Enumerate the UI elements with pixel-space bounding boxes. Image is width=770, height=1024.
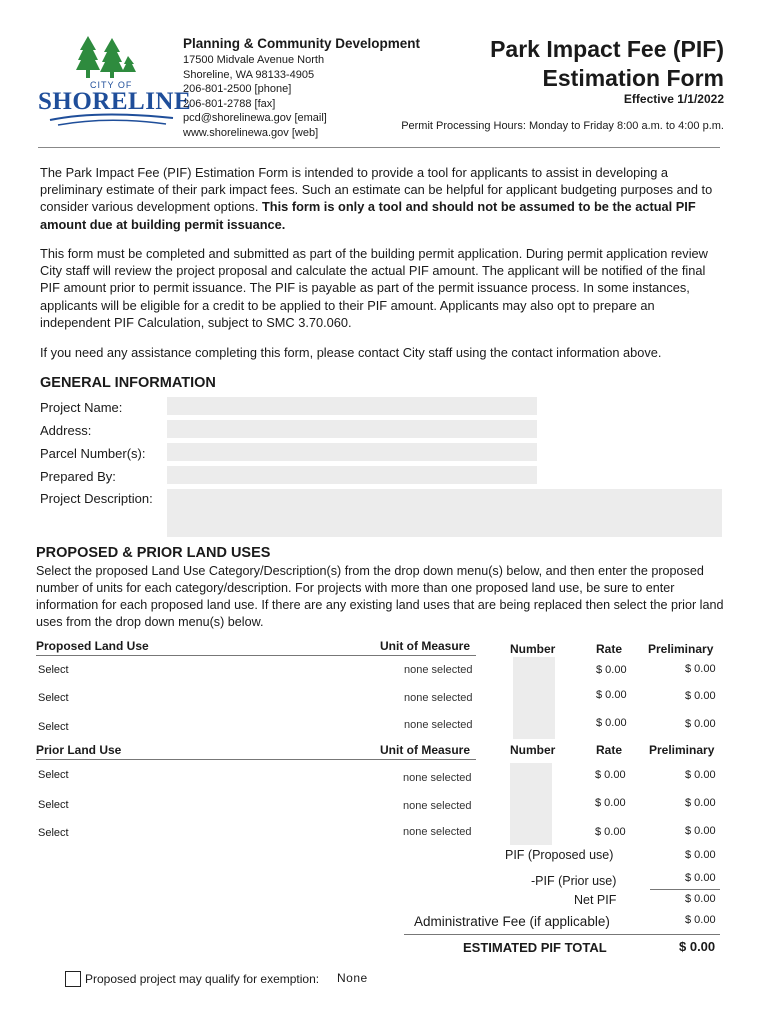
prior-unit-2: none selected: [403, 800, 472, 812]
prior-number-header: Number: [510, 743, 556, 757]
pif-proposed-label: PIF (Proposed use): [505, 848, 614, 862]
phone-line: 206-801-2500 [phone]: [183, 83, 292, 96]
proposed-unit-2: none selected: [404, 692, 473, 704]
prior-land-use-select-2[interactable]: Select: [38, 799, 69, 811]
address-line: Shoreline, WA 98133-4905: [183, 68, 315, 81]
prior-rate-1: $ 0.00: [595, 769, 626, 781]
prepared-by-label: Prepared By:: [40, 469, 116, 484]
title-line-1: Park Impact Fee (PIF): [490, 36, 724, 62]
email-line: pcd@shorelinewa.gov [email]: [183, 112, 327, 125]
prior-number-inputs[interactable]: [510, 763, 552, 845]
processing-hours: Permit Processing Hours: Monday to Friday 8:00 a.m. to 4:00 p.m.: [401, 120, 724, 132]
net-pif-value: $ 0.00: [685, 893, 716, 905]
proposed-land-use-select-2[interactable]: Select: [38, 692, 69, 704]
estimated-total-label: ESTIMATED PIF TOTAL: [463, 940, 607, 955]
proposed-land-use-select-3[interactable]: Select: [38, 721, 69, 733]
prior-prelim-2: $ 0.00: [685, 797, 716, 809]
effective-date: Effective 1/1/2022: [623, 92, 724, 106]
fax-line: 206-801-2788 [fax]: [183, 97, 276, 110]
intro-paragraph-2: This form must be completed and submitted as part of the building permit application. During permit application review City staff will review the project proposal and calculate the actual PIF amount. The applicant will be notified of the final PIF amount prior to permit issuance. The PIF is payable as part of the permit issuance process. In some instances, applicants will be eligible for a credit to be applied to their PIF amount. Applicants may also opt to prepare an independent PIF Calculation, subject to SMC 3.70.060.: [40, 246, 708, 330]
proposed-land-use-select-1[interactable]: Select: [38, 664, 69, 676]
contact-block: [183, 53, 327, 141]
exemption-label: Proposed project may qualify for exemption:: [85, 972, 320, 986]
web-line: www.shorelinewa.gov [web]: [183, 126, 319, 139]
prior-land-use-header: Prior Land Use: [36, 743, 122, 757]
proposed-prelim-2: $ 0.00: [685, 690, 716, 702]
project-name-input[interactable]: [167, 397, 537, 415]
exemption-checkbox[interactable]: [65, 971, 81, 987]
pif-proposed-value: $ 0.00: [685, 849, 716, 861]
project-description-input[interactable]: [167, 489, 722, 537]
prior-header-rule: [36, 759, 476, 760]
department-name: Planning & Community Development: [183, 36, 421, 51]
prior-rate-2: $ 0.00: [595, 797, 626, 809]
prior-unit-header: Unit of Measure: [380, 743, 471, 757]
proposed-rate-1: $ 0.00: [596, 664, 627, 676]
prior-unit-1: none selected: [403, 772, 472, 784]
proposed-number-inputs[interactable]: [513, 657, 555, 739]
prior-prelim-1: $ 0.00: [685, 769, 716, 781]
address-line: 17500 Midvale Avenue North: [183, 54, 325, 66]
header-divider: [38, 147, 720, 148]
proposed-header-rule: [36, 655, 476, 656]
proposed-prelim-1: $ 0.00: [685, 663, 716, 675]
project-description-label: Project Description:: [40, 491, 153, 506]
prior-prelim-3: $ 0.00: [685, 825, 716, 837]
proposed-land-use-header: Proposed Land Use: [36, 639, 149, 653]
intro-paragraph-1: [40, 164, 722, 233]
intro-disclaimer: This form is only a tool and should not be assumed to be the actual PIF amount due at building permit issuance.: [40, 199, 696, 232]
number-header: Number: [510, 642, 556, 656]
city-logo: [38, 30, 192, 130]
proposed-prelim-3: $ 0.00: [685, 718, 716, 730]
net-pif-label: Net PIF: [574, 893, 617, 907]
logo-shoreline: SHORELINE: [38, 88, 192, 115]
general-info-heading: GENERAL INFORMATION: [40, 375, 216, 391]
proposed-unit-3: none selected: [404, 719, 473, 731]
title-line-2: Estimation Form: [542, 65, 724, 91]
admin-fee-value: $ 0.00: [685, 914, 716, 926]
form-title: [490, 35, 724, 93]
prior-land-use-select-1[interactable]: Select: [38, 769, 69, 781]
prior-preliminary-header: Preliminary: [649, 743, 715, 757]
prepared-by-input[interactable]: [167, 466, 537, 484]
proposed-rate-3: $ 0.00: [596, 717, 627, 729]
prior-subtotal-rule: [650, 889, 720, 890]
proposed-rate-2: $ 0.00: [596, 689, 627, 701]
intro-text: The Park Impact Fee (PIF) Estimation Form is intended to provide a tool for applicants to assist in developing a preliminary estimate of their park impact fees. Such an estimate can be helpful for applicant budgeting purposes and to consider various development options.: [40, 165, 713, 215]
parcel-number-input[interactable]: [167, 443, 537, 461]
pif-prior-label: -PIF (Prior use): [531, 874, 617, 888]
proposed-unit-1: none selected: [404, 664, 473, 676]
pif-prior-value: $ 0.00: [685, 872, 716, 884]
exemption-value: None: [337, 971, 368, 985]
prior-rate-header: Rate: [596, 743, 623, 757]
prior-land-use-select-3[interactable]: Select: [38, 827, 69, 839]
parcel-number-label: Parcel Number(s):: [40, 446, 146, 461]
land-uses-heading: PROPOSED & PRIOR LAND USES: [36, 545, 271, 561]
preliminary-header: Preliminary: [648, 642, 714, 656]
logo-city-of: CITY OF: [90, 80, 133, 90]
admin-fee-rule: [404, 934, 720, 935]
address-label: Address:: [40, 423, 92, 438]
land-uses-instructions: Select the proposed Land Use Category/Description(s) from the drop down menu(s) below, and then enter the proposed number of units for each category/description. For projects with more than one proposed land use, be sure to enter information for each proposed land use. If there are any existing land uses that are being replaced then select the prior land uses from the drop down menu(s) below.: [36, 564, 724, 629]
intro-paragraph-3: If you need any assistance completing this form, please contact City staff using the contact information above.: [40, 345, 662, 360]
prior-rate-3: $ 0.00: [595, 826, 626, 838]
address-input[interactable]: [167, 420, 537, 438]
prior-unit-3: none selected: [403, 826, 472, 838]
rate-header: Rate: [596, 642, 623, 656]
admin-fee-label: Administrative Fee (if applicable): [414, 914, 610, 929]
project-name-label: Project Name:: [40, 400, 123, 415]
unit-of-measure-header: Unit of Measure: [380, 639, 471, 653]
estimated-total-value: $ 0.00: [679, 939, 716, 954]
